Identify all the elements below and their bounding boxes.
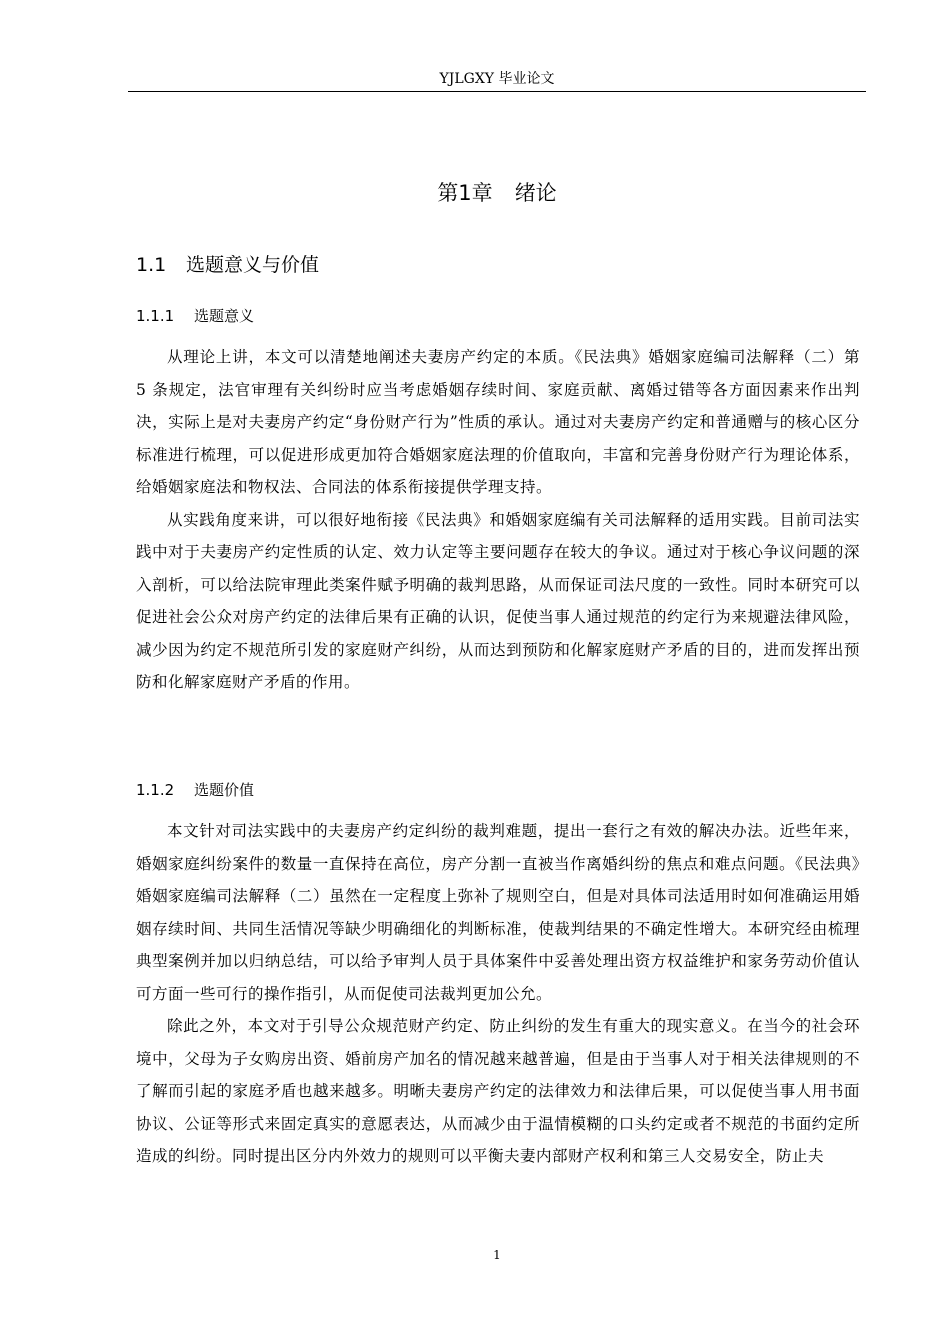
subsection-heading-1-1-1 bbox=[136, 305, 254, 327]
subsection-number: 1.1.1 bbox=[136, 307, 175, 325]
chapter-title bbox=[128, 178, 866, 208]
section-number: 1.1 bbox=[136, 254, 167, 276]
subsection-number: 1.1.2 bbox=[136, 781, 175, 799]
section-title: 选题意义与价值 bbox=[186, 254, 320, 276]
paragraph: 本文针对司法实践中的夫妻房产约定纠纷的裁判难题，提出一套行之有效的解决办法。近些年来，婚姻家庭纠纷案件的数量一直保持在高位，房产分割一直被当作离婚纠纷的焦点和难点问题。《民法典》婚姻家庭编司法解释（二）虽然在一定程度上弥补了规则空白，但是对具体司法适用时如何准确运用婚姻存续时间、共同生活情况等缺少明确细化的判断标准，使裁判结果的不确定性增大。本研究经由梳理典型案例并加以归纳总结，可以给予审判人员于具体案件中妥善处理出资方权益维护和家务劳动价值认可方面一些可行的操作指引，从而促使司法裁判更加公允。 bbox=[136, 822, 860, 1003]
section-heading-1-1 bbox=[136, 252, 319, 278]
paragraph: 除此之外，本文对于引导公众规范财产约定、防止纠纷的发生有重大的现实意义。在当今的社会环境中，父母为子女购房出资、婚前房产加名的情况越来越普遍，但是由于当事人对于相关法律规则的不了解而引起的家庭矛盾也越来越多。明晰夫妻房产约定的法律效力和法律后果，可以促使当事人用书面协议、公证等形式来固定真实的意愿表达，从而减少由于温情模糊的口头约定或者不规范的书面约定所造成的纠纷。同时提出区分内外效力的规则可以平衡夫妻内部财产权利和第三人交易安全，防止夫 bbox=[136, 1017, 860, 1165]
subsection-heading-1-1-2 bbox=[136, 779, 254, 801]
running-header: YJLGXY 毕业论文 bbox=[439, 71, 555, 87]
paragraph: 从实践角度来讲，可以很好地衔接《民法典》和婚姻家庭编有关司法解释的适用实践。目前司法实践中对于夫妻房产约定性质的认定、效力认定等主要问题存在较大的争议。通过对于核心争议问题的深入剖析，可以给法院审理此类案件赋予明确的裁判思路，从而保证司法尺度的一致性。同时本研究可以促进社会公众对房产约定的法律后果有正确的认识，促使当事人通过规范的约定行为来规避法律风险，减少因为约定不规范所引发的家庭财产纠纷，从而达到预防和化解家庭财产矛盾的目的，进而发挥出预防和化解家庭财产矛盾的作用。 bbox=[136, 510, 860, 691]
body-text-1-1-1 bbox=[136, 341, 860, 699]
subsection-title: 选题价值 bbox=[194, 781, 255, 799]
chapter-number: 第1章 bbox=[437, 181, 493, 205]
paragraph: 从理论上讲，本文可以清楚地阐述夫妻房产约定的本质。《民法典》婚姻家庭编司法解释（二）第 5 条规定，法官审理有关纠纷时应当考虑婚姻存续时间、家庭贡献、离婚过错等各方面因素来作出判决，实际上是对夫妻房产约定“身份财产行为”性质的承认。通过对夫妻房产约定和普通赠与的核心区分标准进行梳理，可以促进形成更加符合婚姻家庭法理的价值取向，丰富和完善身份财产行为理论体系，给婚姻家庭法和物权法、合同法的体系衔接提供学理支持。 bbox=[136, 348, 860, 496]
subsection-title: 选题意义 bbox=[194, 307, 255, 325]
page-number: 1 bbox=[493, 1248, 501, 1262]
header-rule bbox=[128, 91, 866, 92]
chapter-name: 绪论 bbox=[514, 181, 557, 205]
body-text-1-1-2 bbox=[136, 815, 860, 1173]
